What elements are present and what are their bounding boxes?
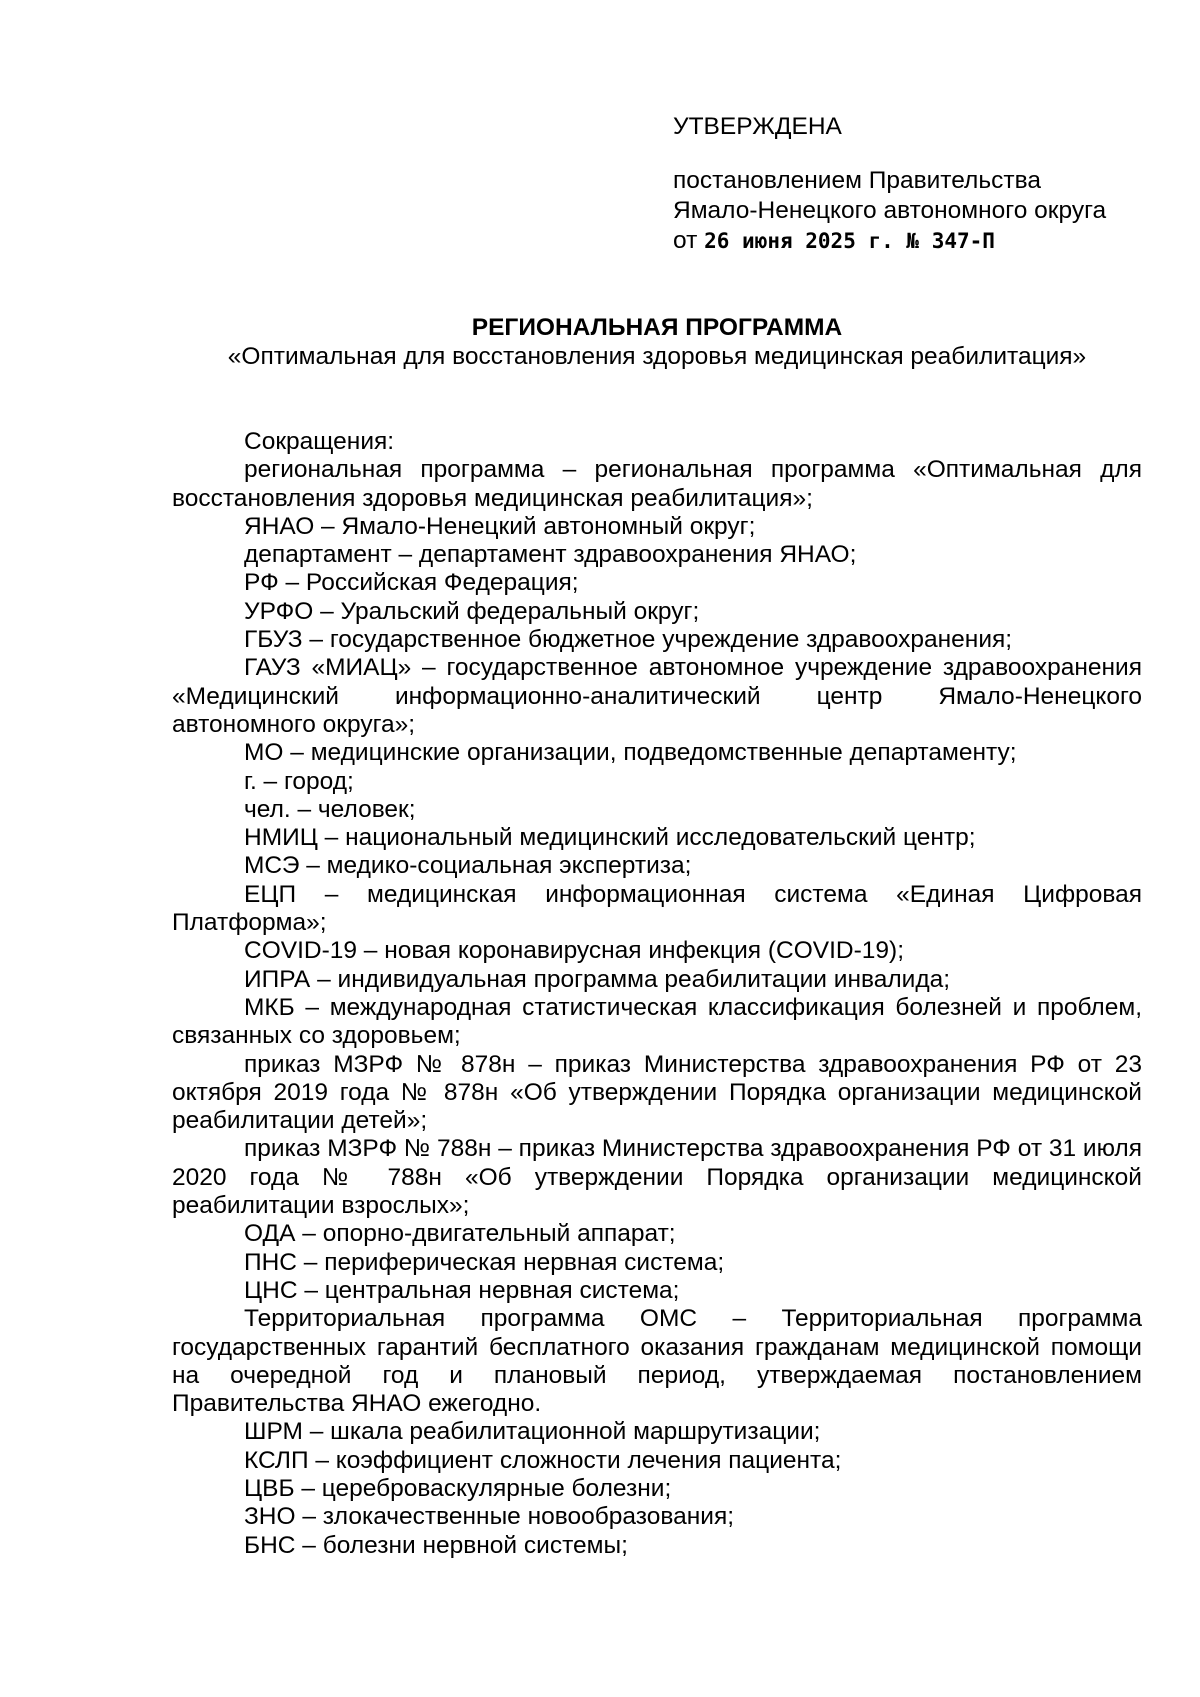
abbreviation-item: ЯНАО – Ямало-Ненецкий автономный округ; (244, 512, 756, 540)
abbreviation-item: УРФО – Уральский федеральный округ; (244, 597, 700, 625)
abbreviation-item: МСЭ – медико-социальная экспертиза; (244, 852, 692, 880)
program-title: РЕГИОНАЛЬНАЯ ПРОГРАММА (471, 314, 843, 341)
decree-line-1: постановлением Правительства (673, 167, 1041, 194)
decree-line-2: Ямало-Ненецкого автономного округа (673, 197, 1107, 224)
abbreviation-item: ИПРА – индивидуальная программа реабилитации инвалида; (244, 965, 951, 993)
abbreviations-section (172, 428, 1142, 1560)
decree-date-number: 26 июня 2025 г. № 347-П (704, 229, 995, 253)
abbreviation-item: РФ – Российская Федерация; (244, 569, 579, 597)
program-subtitle: «Оптимальная для восстановления здоровья медицинская реабилитация» (227, 343, 1087, 370)
abbreviation-item: ЦНС – центральная нервная система; (244, 1276, 680, 1304)
abbreviation-item: БНС – болезни нервной системы; (244, 1531, 628, 1559)
abbreviation-item: МКБ – международная статистическая классификация болезней и проблем, связанных со здоровьем; (172, 993, 1142, 1050)
abbreviations-label: Сокращения: (244, 428, 395, 455)
abbreviation-item: г. – город; (244, 767, 354, 795)
abbreviation-item: региональная программа – региональная программа «Оптимальная для восстановления здоровья медицинская реабилитация»; (172, 456, 1142, 512)
abbreviation-item: приказ МЗРФ № 788н – приказ Министерства здравоохранения РФ от 31 июля 2020 года № 788н «Об утверждении Порядка организации медицинской реабилитации взрослых»; (172, 1135, 1142, 1220)
abbreviation-item: КСЛП – коэффициент сложности лечения пациента; (244, 1446, 842, 1474)
abbreviation-item: ЕЦП – медицинская информационная система «Единая Цифровая Платформа»; (172, 880, 1142, 937)
program-heading (172, 313, 1142, 371)
abbreviation-item: Территориальная программа ОМС – Территориальная программа государственных гарантий бесплатного оказания гражданам медицинской помощи на очередной год и плановый период, утверждаемая постановлением Правительства ЯНАО ежегодно. (172, 1305, 1142, 1418)
abbreviation-item: ГАУЗ «МИАЦ» – государственное автономное учреждение здравоохранения «Медицинский информационно-аналитический центр Ямало-Ненецкого автономного округа»; (172, 654, 1142, 738)
abbreviation-item: ШРМ – шкала реабилитационной маршрутизации; (244, 1418, 821, 1446)
abbreviation-item: департамент – департамент здравоохранения ЯНАО; (244, 541, 857, 569)
approval-stamp (673, 112, 1153, 256)
abbreviation-item: ГБУЗ – государственное бюджетное учреждение здравоохранения; (244, 626, 1013, 654)
approved-label: УТВЕРЖДЕНА (673, 113, 842, 140)
abbreviation-item: ЗНО – злокачественные новообразования; (244, 1503, 735, 1531)
abbreviation-item: ОДА – опорно-двигательный аппарат; (244, 1220, 676, 1248)
decree-date-line (673, 226, 1153, 256)
abbreviation-item: МО – медицинские организации, подведомственные департаменту; (244, 739, 1017, 767)
abbreviation-item: приказ МЗРФ № 878н – приказ Министерства здравоохранения РФ от 23 октября 2019 года № 878н «Об утверждении Порядка организации медицинской реабилитации детей»; (172, 1050, 1142, 1135)
abbreviation-item: ЦВБ – цереброваскулярные болезни; (244, 1474, 672, 1502)
abbreviation-item: ПНС – периферическая нервная система; (244, 1248, 725, 1276)
abbreviation-item: COVID-19 – новая коронавирусная инфекция (COVID-19); (244, 937, 905, 965)
date-prefix: от (673, 227, 705, 254)
abbreviation-item: НМИЦ – национальный медицинский исследовательский центр; (244, 824, 976, 852)
abbreviation-item: чел. – человек; (244, 795, 416, 823)
